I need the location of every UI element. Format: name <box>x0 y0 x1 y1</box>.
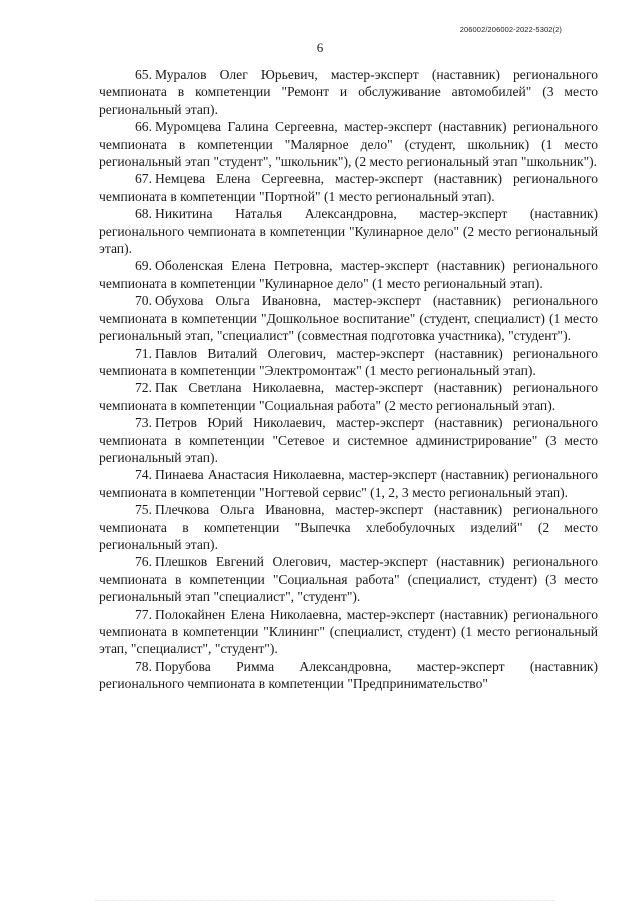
list-item <box>99 118 598 170</box>
list-item-number: 67. <box>135 171 152 187</box>
list-item-number: 70. <box>135 293 152 309</box>
list-item-number: 77. <box>135 606 152 622</box>
list-item <box>99 345 598 380</box>
list-item-text: Плечкова Ольга Ивановна, мастер-эксперт (наставник) регионального чемпионата в компетенции "Выпечка хлебобулочных изделий" (2 место региональный этап). <box>99 502 598 552</box>
list-item-number: 65. <box>135 67 152 82</box>
document-registration-code: 206002/206002-2022-5302(2) <box>459 25 562 34</box>
list-item <box>99 466 598 501</box>
list-item-text: Муралов Олег Юрьевич, мастер-эксперт (наставник) регионального чемпионата в компетенции "Ремонт и обслуживание автомобилей" (3 место региональный этап). <box>99 67 598 117</box>
list-item-text: Муромцева Галина Сергеевна, мастер-эксперт (наставник) регионального чемпионата в компетенции "Малярное дело" (студент, школьник) (1 место региональный этап "студент", "школьник"), (2 место региональный этап "школьник"). <box>99 119 598 170</box>
document-body <box>99 66 598 693</box>
list-item-text: Пинаева Анастасия Николаевна, мастер-эксперт (наставник) регионального чемпионата в компетенции "Ногтевой сервис" (1, 2, 3 место региональный этап). <box>99 467 598 500</box>
list-item <box>99 170 598 205</box>
list-item-number: 71. <box>135 345 152 361</box>
list-item <box>99 292 598 344</box>
list-item <box>99 379 598 414</box>
list-item <box>99 606 598 658</box>
list-item <box>99 658 598 693</box>
list-item <box>99 66 598 118</box>
list-item-number: 69. <box>135 258 152 274</box>
list-item <box>99 257 598 292</box>
list-item-text: Плешков Евгений Олегович, мастер-эксперт (наставник) регионального чемпионата в компетенции "Социальная работа" (специалист, студент) (3 место региональный этап "специалист", "студент"). <box>99 554 598 605</box>
list-item-number: 73. <box>135 415 152 431</box>
list-item-number: 66. <box>135 119 152 135</box>
list-item-text: Немцева Елена Сергеевна, мастер-эксперт (наставник) регионального чемпионата в компетенции "Портной" (1 место региональный этап). <box>99 171 598 204</box>
list-item-number: 72. <box>135 380 152 396</box>
list-item-text: Павлов Виталий Олегович, мастер-эксперт (наставник) регионального чемпионата в компетенции "Электромонтаж" (1 место региональный этап). <box>99 345 598 378</box>
list-item-text: Петров Юрий Николаевич, мастер-эксперт (наставник) регионального чемпионата в компетенции "Сетевое и системное администрирование" (3 место региональный этап). <box>99 415 598 465</box>
list-item-text: Никитина Наталья Александровна, мастер-эксперт (наставник) регионального чемпионата в компетенции "Кулинарное дело" (2 место региональный этап). <box>99 206 598 257</box>
list-item-number: 78. <box>135 658 152 674</box>
list-item-text: Обухова Ольга Ивановна, мастер-эксперт (наставник) регионального чемпионата в компетенции "Дошкольное воспитание" (студент, специалист) (1 место региональный этап, "специалист" (совместная подготовка участника), "студент"). <box>99 293 598 344</box>
list-item-text: Пак Светлана Николаевна, мастер-эксперт (наставник) регионального чемпионата в компетенции "Социальная работа" (2 место региональный этап). <box>99 380 598 413</box>
list-item-number: 75. <box>135 502 152 518</box>
list-item <box>99 205 598 257</box>
page-number: 6 <box>316 40 324 55</box>
list-item <box>99 414 598 466</box>
list-item <box>99 501 598 553</box>
list-item-text: Полокайнен Елена Николаевна, мастер-эксперт (наставник) регионального чемпионата в компетенции "Клининг" (специалист, студент) (1 место региональный этап, "специалист", "студент"). <box>99 606 598 657</box>
scan-footer-artifact <box>95 897 555 901</box>
list-item <box>99 553 598 605</box>
list-item-text: Оболенская Елена Петровна, мастер-эксперт (наставник) регионального чемпионата в компетенции "Кулинарное дело" (1 место региональный этап). <box>99 258 598 291</box>
list-item-number: 68. <box>135 206 152 222</box>
list-item-text: Порубова Римма Александровна, мастер-эксперт (наставник) регионального чемпионата в компетенции "Предпринимательство" <box>99 658 598 692</box>
list-item-number: 76. <box>135 554 152 570</box>
list-item-number: 74. <box>135 467 152 483</box>
